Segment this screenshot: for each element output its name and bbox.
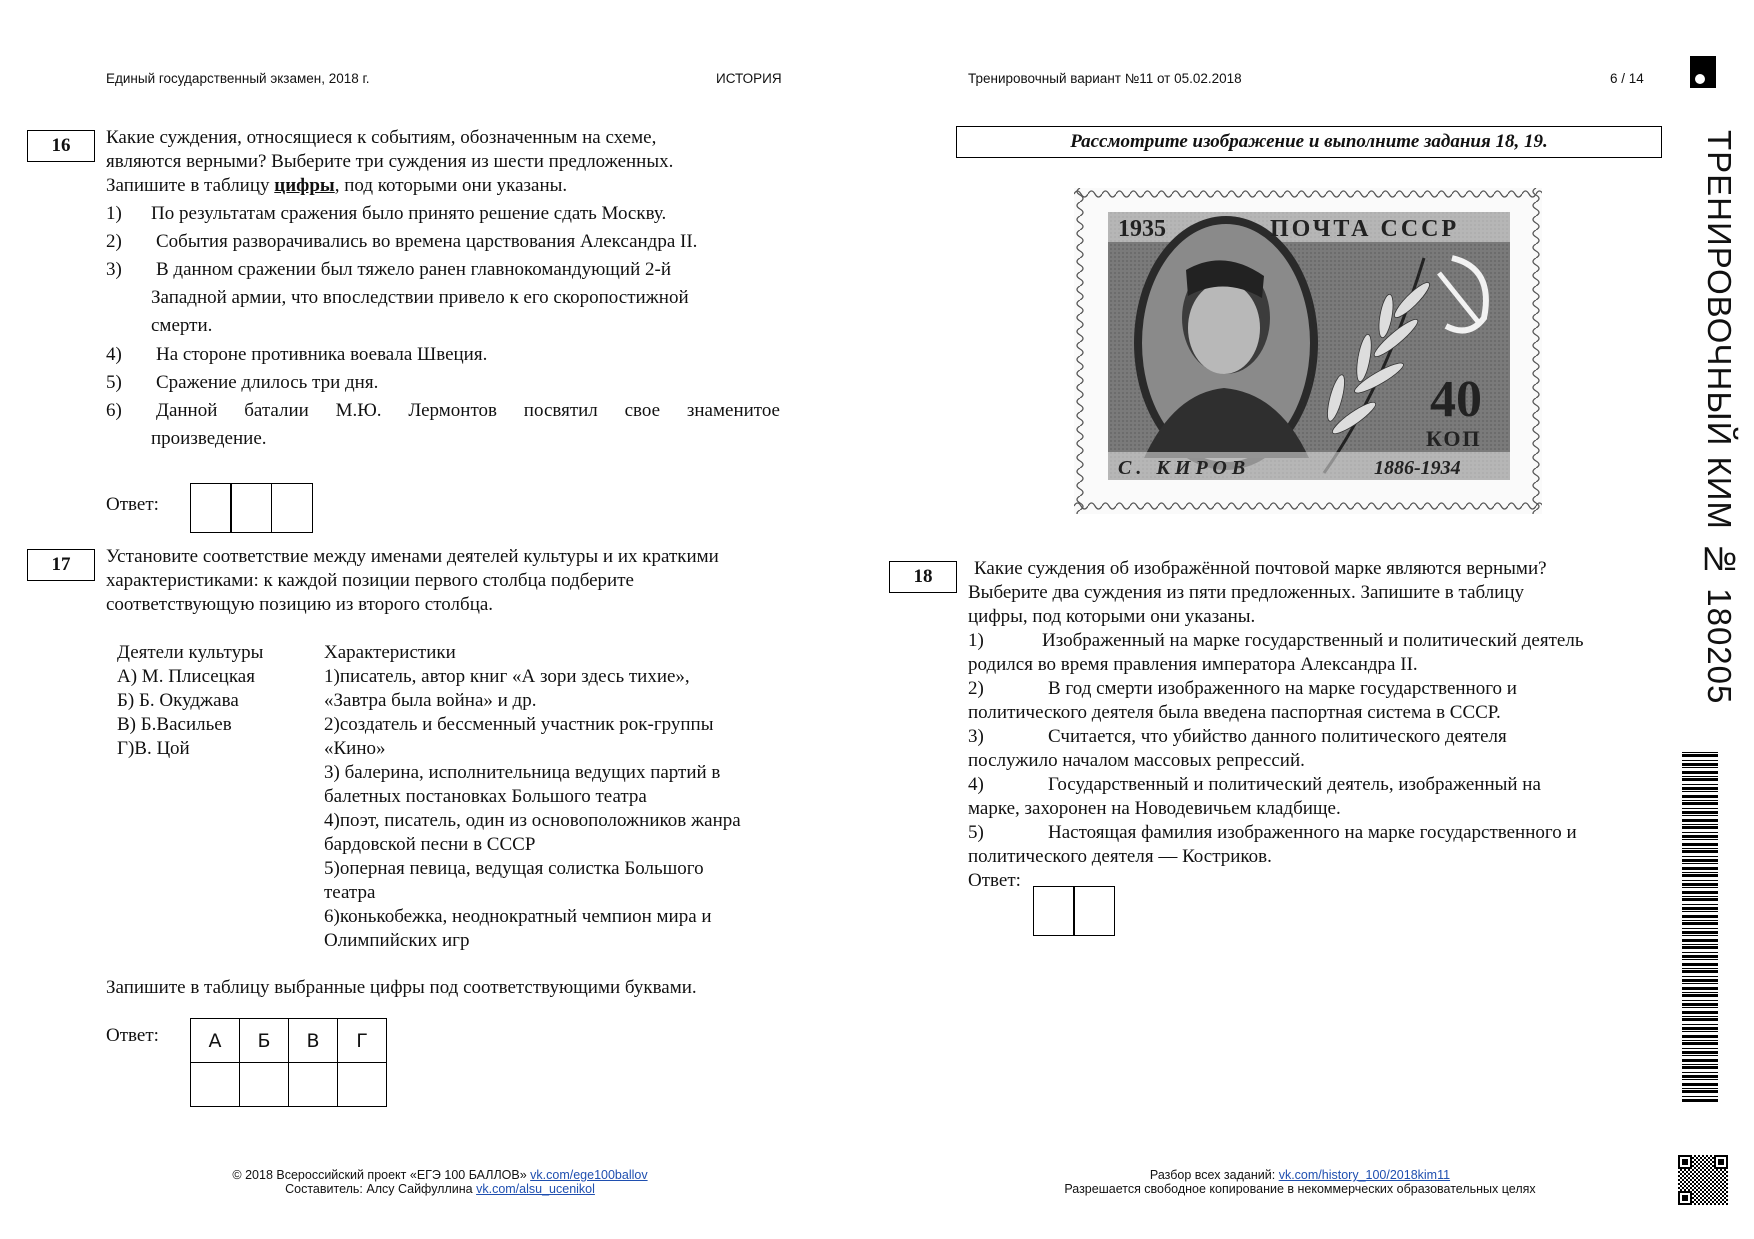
stamp-dates: 1886-1934: [1374, 457, 1461, 479]
q17-answer-label: Ответ:: [106, 1025, 159, 1046]
q17-letter: А: [191, 1019, 240, 1063]
stamp-year: 1935: [1118, 216, 1166, 242]
question-16-number: 16: [27, 130, 95, 162]
barcode-icon: [1680, 752, 1720, 1102]
footer-solutions-link[interactable]: vk.com/history_100/2018kim11: [1278, 1168, 1451, 1182]
stamp-value: 40: [1430, 371, 1482, 428]
q17-people-header: Деятели культуры: [117, 642, 264, 663]
q17-answer-cell[interactable]: [289, 1063, 338, 1107]
question-16-intro: Какие суждения, относящиеся к событиям, обозначенным на схеме, являются верными? Выберите три суждения из шести предложенных. Запишите в таблицу цифры, под которыми они указаны.: [106, 127, 674, 196]
task-banner: Рассмотрите изображение и выполните задания 18, 19.: [956, 126, 1662, 158]
footer-right: Разбор всех заданий: vk.com/history_100/2018kim11 Разрешается свободное копирование в некоммерческих образовательных целях: [1064, 1168, 1536, 1196]
q17-letter: Б: [240, 1019, 289, 1063]
q17-answer-table: [190, 1018, 387, 1107]
stamp-unit: КОП: [1426, 426, 1482, 451]
footer-left: © 2018 Всероссийский проект «ЕГЭ 100 БАЛЛОВ» vk.com/ege100ballov Составитель: Алсу Сайфуллина vk.com/alsu_ucenikol: [232, 1168, 648, 1196]
q18-answer-cells[interactable]: [1034, 886, 1115, 936]
qr-code-icon: [1678, 1155, 1728, 1205]
q18-option-4: 4) Государственный и политический деятель, изображенный на: [968, 774, 1541, 795]
q17-person: Г)В. Цой: [117, 738, 190, 759]
stamp-title: ПОЧТА СССР: [1270, 216, 1460, 242]
q17-instruction: Запишите в таблицу выбранные цифры под соответствующими буквами.: [106, 977, 697, 998]
q16-answer-label: Ответ:: [106, 494, 159, 515]
q18-option-2: 2) В год смерти изображенного на марке государственного и: [968, 678, 1517, 699]
exam-page: Единый государственный экзамен, 2018 г. ИСТОРИЯ Тренировочный вариант №11 от 05.02.2018 6 / 14 ТРЕНИРОВОЧНЫЙ КИМ № 180205 16 Какие суждения, относящиеся к событиям, обозначенным на схеме, являются верными? Выберите три суждения из шести предложенных. Запишите в таблицу цифры, под которыми они указаны. 1) По результатам сражения было принято решение сдать Москву. 2) События разворачивались во времена царствования Александра II. 3) В данном сражении был тяжело ранен главнокомандующий 2-й Западной армии, что впоследствии привело к его скоропостижной смерти. 4) На стороне противника воевала Швеция. 5) Сражение длилось три дня. 6) Данной баталии М.Ю. Лермонтов посвятил свое знаменитое произведение. Ответ: 17 Установите соответствие между именами деятелей культуры и их краткими характеристиками: к каждой позиции первого столбца подберите соответствующую позицию из второго столбца. Деятели культуры А) М. Плисецкая Б) Б. Окуджава В) Б.Васильев Г)В. Цой Характеристики 1)писатель, автор книг «А зори здесь тихие», «Завтра была война» и др. 2)создатель и бессменный участник рок-группы «Кино» 3) балерина, исполнительница ведущих партий в балетных постановках Большого театра 4)поэт, писатель, один из основоположников жанра бардовской песни в СССР 5)оперная певица, ведущая солистка Большого театра 6)конькобежка, неоднократный чемпион мира и Олимпийских игр Запишите в таблицу выбранные цифры под соответствующими буквами. Ответ: А Б В Г Рассмотрите изображение и выполните задания 18, 19. 1935 ПОЧТА СССР 40 КОП С. КИРОВ 1886-1934 18 Какие суждения об изображённой почтовой марке являются верными? Выберите два суждения из пяти предложенных. Запишите в таблицу цифры, под которыми они указаны. 1) Изображенный на марке государственный и политический деятель родился во время правления императора Александра II. 2) В год смерти изображенного на марке государственного и политического деятеля была введена паспортная система в СССР. 3) Считается, что убийство данного политического деятеля послужило началом массовых репрессий. 4) Государственный и политический деятель, изображенный на марке, захоронен на Новодевичьем кладбище. 5) Настоящая фамилия изображенного на марке государственного и политического деятеля — Костриков. Ответ: © 2018 Всероссийский проект «ЕГЭ 100 БАЛЛОВ» vk.com/ege100ballov Составитель: Алсу Сайфуллина vk.com/alsu_ucenikol Разбор всех заданий: vk.com/history_100/2018kim11 Разрешается свободное копирование в некоммерческих образовательных целях: [0, 0, 1754, 1239]
q17-letter: Г: [338, 1019, 387, 1063]
q16-answer-cells[interactable]: [191, 483, 313, 533]
q18-answer-cell[interactable]: [1073, 886, 1115, 936]
header-variant: Тренировочный вариант №11 от 05.02.2018: [968, 71, 1242, 86]
q17-person: Б) Б. Окуджава: [117, 690, 239, 711]
q17-letter: В: [289, 1019, 338, 1063]
q18-options: 1) Изображенный на марке государственный и политический деятель родился во время правления императора Александра II. 2) В год смерти изображенного на марке государственного и политического деятеля была введена паспортная система в СССР. 3) Считается, что убийство данного политического деятеля послужило началом массовых репрессий. 4) Государственный и политический деятель, изображенный на марке, захоронен на Новодевичьем кладбище. 5) Настоящая фамилия изображенного на марке государственного и политического деятеля — Костриков.: [968, 629, 1658, 869]
q16-option-6: 6) Данной баталии М.Ю. Лермонтов посвятил свое знаменитое произведение.: [106, 400, 780, 449]
q16-answer-cell[interactable]: [190, 483, 232, 533]
footer-project-link[interactable]: vk.com/ege100ballov: [530, 1168, 648, 1182]
q18-answer-cell[interactable]: [1033, 886, 1075, 936]
q17-characteristics-header: Характеристики: [324, 642, 456, 663]
q17-characteristics-column: Характеристики 1)писатель, автор книг «А зори здесь тихие», «Завтра была война» и др. 2)создатель и бессменный участник рок-группы «Кино» 3) балерина, исполнительница ведущих партий в балетных постановках Большого театра 4)поэт, писатель, один из основоположников жанра бардовской песни в СССР 5)оперная певица, ведущая солистка Большого театра 6)конькобежка, неоднократный чемпион мира и Олимпийских игр: [324, 641, 794, 953]
question-17-number: 17: [27, 549, 95, 581]
footer-author-link[interactable]: vk.com/alsu_ucenikol: [476, 1182, 595, 1196]
q17-person: В) Б.Васильев: [117, 714, 232, 735]
question-18-number: 18: [889, 561, 957, 593]
postage-stamp-image: [1074, 188, 1542, 514]
corner-marker-icon: [1690, 56, 1716, 88]
q18-option-5: 5) Настоящая фамилия изображенного на марке государственного и: [968, 822, 1577, 843]
stamp-name: С. КИРОВ: [1118, 457, 1251, 479]
q16-option-3: 3) В данном сражении был тяжело ранен главнокомандующий 2-й Западной армии, что впоследствии привело к его скоропостижной смерти.: [106, 259, 689, 336]
side-title: ТРЕНИРОВОЧНЫЙ КИМ № 180205: [1701, 130, 1738, 705]
q18-option-3: 3) Считается, что убийство данного политического деятеля: [968, 726, 1507, 747]
q18-answer-label: Ответ:: [968, 870, 1021, 891]
q16-answer-cell[interactable]: [230, 483, 272, 533]
q17-answer-cell[interactable]: [338, 1063, 387, 1107]
q17-person: А) М. Плисецкая: [117, 666, 255, 687]
q18-option-1: 1) Изображенный на марке государственный и политический деятель: [968, 630, 1584, 651]
q17-people-column: [117, 641, 317, 761]
q16-answer-cell[interactable]: [271, 483, 313, 533]
header-page-number: 6 / 14: [1610, 71, 1644, 86]
header-exam-name: Единый государственный экзамен, 2018 г.: [106, 71, 370, 86]
q17-answer-cell[interactable]: [191, 1063, 240, 1107]
question-18-intro: Какие суждения об изображённой почтовой марке являются верными? Выберите два суждения из пяти предложенных. Запишите в таблицу цифры, под которыми они указаны.: [968, 558, 1547, 627]
header-subject: ИСТОРИЯ: [716, 71, 782, 86]
question-17-intro: Установите соответствие между именами деятелей культуры и их краткими характеристиками: к каждой позиции первого столбца подберите соответствующую позицию из второго столбца.: [106, 546, 719, 615]
q17-answer-cell[interactable]: [240, 1063, 289, 1107]
